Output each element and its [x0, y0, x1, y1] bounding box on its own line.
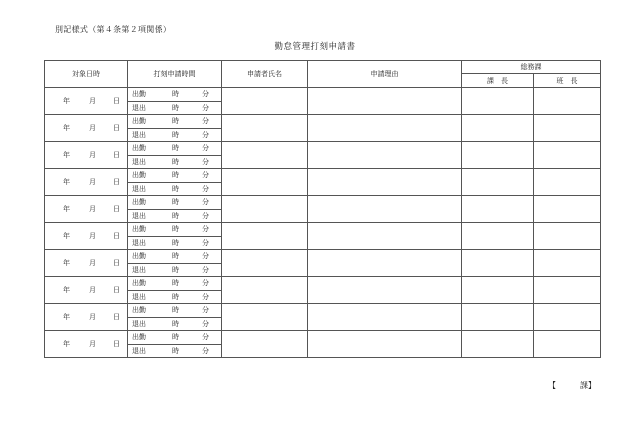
team-leader-seal-cell[interactable]	[534, 142, 601, 169]
clock-in-label: 出勤	[132, 144, 146, 153]
team-leader-seal-cell[interactable]	[534, 304, 601, 331]
clock-in-label: 出勤	[132, 225, 146, 234]
reason-cell[interactable]	[308, 115, 462, 142]
clock-in-label: 出勤	[132, 306, 146, 315]
reason-cell[interactable]	[308, 88, 462, 115]
clock-in-cell[interactable]	[128, 196, 222, 210]
clock-in-cell[interactable]	[128, 115, 222, 129]
clock-out-label: 退出	[132, 238, 146, 247]
clock-out-label: 退出	[132, 184, 146, 193]
hour-label: 時	[172, 184, 179, 193]
section-chief-seal-cell[interactable]	[462, 304, 534, 331]
table-row	[45, 88, 601, 102]
section-chief-seal-cell[interactable]	[462, 223, 534, 250]
applicant-name-cell[interactable]	[222, 88, 308, 115]
clock-in-label: 出勤	[132, 90, 146, 99]
minute-label: 分	[202, 265, 209, 274]
clock-in-cell[interactable]	[128, 250, 222, 264]
reason-cell[interactable]	[308, 169, 462, 196]
request-table	[44, 60, 601, 358]
form-reference: 別記様式（第４条第２項関係）	[55, 25, 172, 34]
minute-label: 分	[202, 184, 209, 193]
month-label: 月	[89, 232, 96, 240]
section-chief-seal-cell[interactable]	[462, 331, 534, 358]
section-chief-seal-cell[interactable]	[462, 142, 534, 169]
year-label: 年	[63, 178, 70, 186]
minute-label: 分	[202, 306, 209, 315]
year-label: 年	[63, 313, 70, 321]
minute-label: 分	[202, 238, 209, 247]
team-leader-seal-cell[interactable]	[534, 196, 601, 223]
day-label: 日	[113, 259, 120, 267]
applicant-name-cell[interactable]	[222, 223, 308, 250]
date-cell[interactable]	[45, 223, 128, 250]
table-row	[45, 277, 601, 291]
reason-cell[interactable]	[308, 250, 462, 277]
request-rows	[45, 88, 601, 358]
minute-label: 分	[202, 279, 209, 288]
applicant-name-cell[interactable]	[222, 331, 308, 358]
clock-in-cell[interactable]	[128, 304, 222, 318]
section-chief-seal-cell[interactable]	[462, 88, 534, 115]
minute-label: 分	[202, 157, 209, 166]
minute-label: 分	[202, 130, 209, 139]
clock-out-label: 退出	[132, 130, 146, 139]
clock-out-cell[interactable]	[128, 128, 222, 142]
applicant-name-cell[interactable]	[222, 115, 308, 142]
month-label: 月	[89, 340, 96, 348]
date-cell[interactable]	[45, 169, 128, 196]
day-label: 日	[113, 124, 120, 132]
year-label: 年	[63, 124, 70, 132]
year-label: 年	[63, 205, 70, 213]
section-chief-seal-cell[interactable]	[462, 196, 534, 223]
section-chief-seal-cell[interactable]	[462, 250, 534, 277]
day-label: 日	[113, 232, 120, 240]
document-title: 勤怠管理打刻申請書	[274, 42, 356, 52]
applicant-name-cell[interactable]	[222, 277, 308, 304]
table-row	[45, 115, 601, 129]
hour-label: 時	[172, 90, 179, 99]
minute-label: 分	[202, 144, 209, 153]
clock-out-label: 退出	[132, 103, 146, 112]
header-team-leader: 班 長	[534, 74, 601, 88]
table-row	[45, 250, 601, 264]
header-general-affairs: 総務課	[462, 61, 601, 74]
clock-in-label: 出勤	[132, 279, 146, 288]
team-leader-seal-cell[interactable]	[534, 250, 601, 277]
clock-in-cell[interactable]	[128, 169, 222, 183]
clock-out-label: 退出	[132, 157, 146, 166]
minute-label: 分	[202, 252, 209, 261]
month-label: 月	[89, 286, 96, 294]
hour-label: 時	[172, 198, 179, 207]
day-label: 日	[113, 286, 120, 294]
minute-label: 分	[202, 103, 209, 112]
hour-label: 時	[172, 238, 179, 247]
clock-in-cell[interactable]	[128, 277, 222, 291]
hour-label: 時	[172, 333, 179, 342]
date-cell[interactable]	[45, 277, 128, 304]
clock-out-cell[interactable]	[128, 317, 222, 331]
table-row	[45, 223, 601, 237]
applicant-name-cell[interactable]	[222, 142, 308, 169]
team-leader-seal-cell[interactable]	[534, 88, 601, 115]
hour-label: 時	[172, 252, 179, 261]
applicant-name-cell[interactable]	[222, 169, 308, 196]
day-label: 日	[113, 151, 120, 159]
date-cell[interactable]	[45, 331, 128, 358]
header-reason: 申請理由	[308, 61, 462, 88]
header-target-date: 対象日時	[45, 61, 128, 88]
minute-label: 分	[202, 90, 209, 99]
team-leader-seal-cell[interactable]	[534, 223, 601, 250]
clock-in-cell[interactable]	[128, 223, 222, 237]
minute-label: 分	[202, 225, 209, 234]
month-label: 月	[89, 97, 96, 105]
month-label: 月	[89, 151, 96, 159]
date-cell[interactable]	[45, 88, 128, 115]
hour-label: 時	[172, 292, 179, 301]
hour-label: 時	[172, 103, 179, 112]
clock-out-cell[interactable]	[128, 209, 222, 223]
date-cell[interactable]	[45, 142, 128, 169]
day-label: 日	[113, 205, 120, 213]
clock-in-cell[interactable]	[128, 331, 222, 345]
minute-label: 分	[202, 117, 209, 126]
table-row	[45, 169, 601, 183]
department-label: 【 課】	[548, 381, 596, 390]
clock-out-cell[interactable]	[128, 236, 222, 250]
section-chief-seal-cell[interactable]	[462, 277, 534, 304]
hour-label: 時	[172, 279, 179, 288]
year-label: 年	[63, 286, 70, 294]
table-row	[45, 331, 601, 345]
table-row	[45, 304, 601, 318]
clock-in-cell[interactable]	[128, 88, 222, 102]
hour-label: 時	[172, 265, 179, 274]
hour-label: 時	[172, 171, 179, 180]
minute-label: 分	[202, 198, 209, 207]
minute-label: 分	[202, 292, 209, 301]
hour-label: 時	[172, 117, 179, 126]
reason-cell[interactable]	[308, 223, 462, 250]
day-label: 日	[113, 340, 120, 348]
minute-label: 分	[202, 171, 209, 180]
clock-out-label: 退出	[132, 292, 146, 301]
applicant-name-cell[interactable]	[222, 304, 308, 331]
clock-out-label: 退出	[132, 265, 146, 274]
day-label: 日	[113, 178, 120, 186]
clock-in-label: 出勤	[132, 198, 146, 207]
month-label: 月	[89, 205, 96, 213]
day-label: 日	[113, 97, 120, 105]
reason-cell[interactable]	[308, 196, 462, 223]
clock-out-label: 退出	[132, 346, 146, 355]
minute-label: 分	[202, 333, 209, 342]
team-leader-seal-cell[interactable]	[534, 115, 601, 142]
minute-label: 分	[202, 211, 209, 220]
hour-label: 時	[172, 319, 179, 328]
clock-out-cell[interactable]	[128, 290, 222, 304]
year-label: 年	[63, 232, 70, 240]
year-label: 年	[63, 259, 70, 267]
hour-label: 時	[172, 144, 179, 153]
header-section-chief: 課 長	[462, 74, 534, 88]
date-cell[interactable]	[45, 115, 128, 142]
month-label: 月	[89, 124, 96, 132]
clock-in-cell[interactable]	[128, 142, 222, 156]
minute-label: 分	[202, 319, 209, 328]
reason-cell[interactable]	[308, 331, 462, 358]
applicant-name-cell[interactable]	[222, 250, 308, 277]
date-cell[interactable]	[45, 304, 128, 331]
hour-label: 時	[172, 225, 179, 234]
clock-out-label: 退出	[132, 211, 146, 220]
clock-in-label: 出勤	[132, 171, 146, 180]
reason-cell[interactable]	[308, 304, 462, 331]
clock-in-label: 出勤	[132, 117, 146, 126]
hour-label: 時	[172, 346, 179, 355]
clock-out-cell[interactable]	[128, 155, 222, 169]
team-leader-seal-cell[interactable]	[534, 331, 601, 358]
month-label: 月	[89, 178, 96, 186]
header-stamp-time: 打刻申請時間	[128, 61, 222, 88]
reason-cell[interactable]	[308, 277, 462, 304]
date-cell[interactable]	[45, 196, 128, 223]
header-applicant: 申請者氏名	[222, 61, 308, 88]
clock-out-cell[interactable]	[128, 101, 222, 115]
day-label: 日	[113, 313, 120, 321]
table-row	[45, 142, 601, 156]
month-label: 月	[89, 259, 96, 267]
applicant-name-cell[interactable]	[222, 196, 308, 223]
hour-label: 時	[172, 211, 179, 220]
hour-label: 時	[172, 130, 179, 139]
minute-label: 分	[202, 346, 209, 355]
reason-cell[interactable]	[308, 142, 462, 169]
month-label: 月	[89, 313, 96, 321]
clock-out-cell[interactable]	[128, 263, 222, 277]
date-cell[interactable]	[45, 250, 128, 277]
section-chief-seal-cell[interactable]	[462, 115, 534, 142]
table-row	[45, 196, 601, 210]
year-label: 年	[63, 97, 70, 105]
team-leader-seal-cell[interactable]	[534, 277, 601, 304]
team-leader-seal-cell[interactable]	[534, 169, 601, 196]
year-label: 年	[63, 151, 70, 159]
section-chief-seal-cell[interactable]	[462, 169, 534, 196]
clock-in-label: 出勤	[132, 252, 146, 261]
hour-label: 時	[172, 157, 179, 166]
clock-out-cell[interactable]	[128, 344, 222, 358]
year-label: 年	[63, 340, 70, 348]
hour-label: 時	[172, 306, 179, 315]
clock-out-label: 退出	[132, 319, 146, 328]
clock-out-cell[interactable]	[128, 182, 222, 196]
clock-in-label: 出勤	[132, 333, 146, 342]
